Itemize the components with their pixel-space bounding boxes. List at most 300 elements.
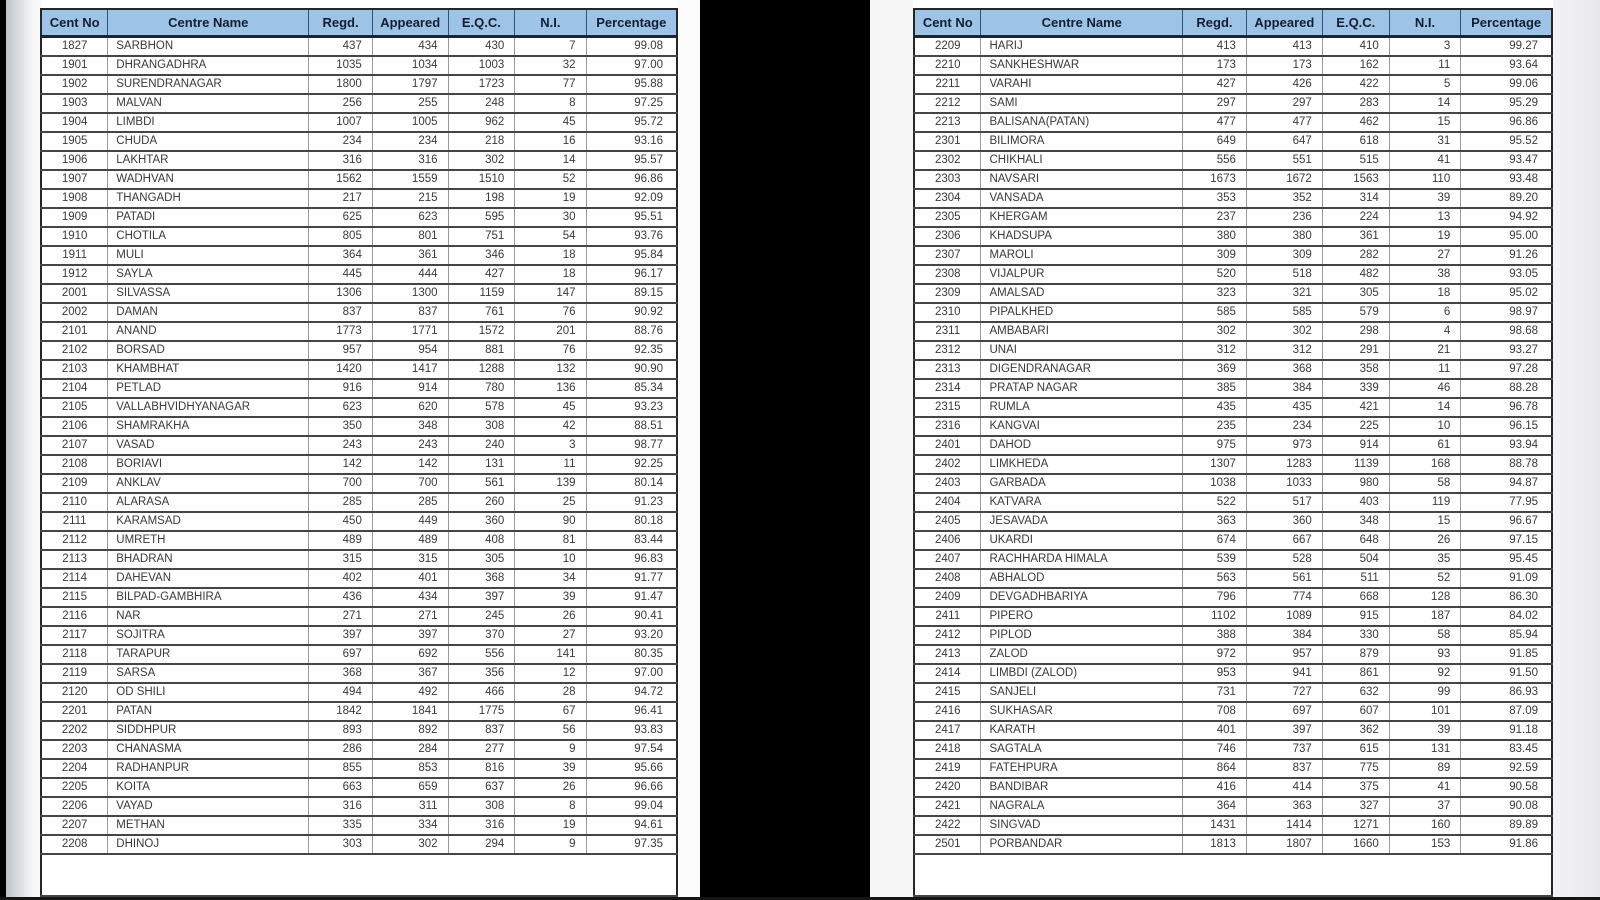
cell-percentage: 91.85: [1461, 645, 1552, 664]
cell-percentage: 95.88: [586, 75, 677, 94]
cell-appeared: 271: [372, 607, 448, 626]
cell-centre-name: DHINOJ: [108, 835, 309, 854]
cell-centre-name: VARAHI: [981, 75, 1183, 94]
column-header: E.Q.C.: [1322, 9, 1389, 37]
cell-cent-no: 2107: [41, 436, 108, 455]
cell-cent-no: 2211: [914, 75, 981, 94]
table-row: [41, 531, 677, 550]
cell-cent-no: 2306: [914, 227, 981, 246]
cell-eqc: 361: [1322, 227, 1389, 246]
table-row: [914, 265, 1552, 284]
cell-centre-name: METHAN: [108, 816, 309, 835]
cell-eqc: 632: [1322, 683, 1389, 702]
cell-centre-name: KARATH: [981, 721, 1183, 740]
cell-appeared: 517: [1246, 493, 1322, 512]
cell-appeared: 551: [1246, 151, 1322, 170]
cell-eqc: 408: [448, 531, 515, 550]
table-row: [41, 398, 677, 417]
cell-regd: 285: [309, 493, 373, 512]
table-row: [41, 740, 677, 759]
cell-regd: 435: [1183, 398, 1247, 417]
table-row: [914, 531, 1552, 550]
cell-regd: 855: [309, 759, 373, 778]
cell-centre-name: SIDDHPUR: [108, 721, 309, 740]
cell-percentage: 80.35: [586, 645, 677, 664]
cell-regd: 1773: [309, 322, 373, 341]
cell-percentage: 95.02: [1461, 284, 1552, 303]
cell-eqc: 761: [448, 303, 515, 322]
cell-percentage: 93.94: [1461, 436, 1552, 455]
cell-cent-no: 1908: [41, 189, 108, 208]
cell-regd: 271: [309, 607, 373, 626]
table-row: [41, 113, 677, 132]
cell-eqc: 245: [448, 607, 515, 626]
cell-centre-name: ABHALOD: [981, 569, 1183, 588]
cell-regd: 489: [309, 531, 373, 550]
cell-appeared: 914: [372, 379, 448, 398]
cell-cent-no: 2406: [914, 531, 981, 550]
cell-centre-name: PIPLOD: [981, 626, 1183, 645]
table-row: [41, 835, 677, 854]
cell-ni: 39: [1389, 189, 1460, 208]
cell-eqc: 368: [448, 569, 515, 588]
cell-centre-name: RACHHARDA HIMALA: [981, 550, 1183, 569]
cell-regd: 401: [1183, 721, 1247, 740]
cell-centre-name: SAYLA: [108, 265, 309, 284]
cell-centre-name: RUMLA: [981, 398, 1183, 417]
cell-cent-no: 1910: [41, 227, 108, 246]
cell-centre-name: BILPAD-GAMBHIRA: [108, 588, 309, 607]
cell-eqc: 668: [1322, 588, 1389, 607]
cell-eqc: 362: [1322, 721, 1389, 740]
results-table: [40, 8, 678, 897]
cell-percentage: 96.17: [586, 265, 677, 284]
cell-ni: 32: [515, 56, 586, 75]
cell-centre-name: VASAD: [108, 436, 309, 455]
cell-eqc: 462: [1322, 113, 1389, 132]
cell-ni: 168: [1389, 455, 1460, 474]
cell-centre-name: PETLAD: [108, 379, 309, 398]
cell-ni: 30: [515, 208, 586, 227]
cell-regd: 708: [1183, 702, 1247, 721]
cell-appeared: 234: [372, 132, 448, 151]
cell-appeared: 334: [372, 816, 448, 835]
page-margin-left: [6, 0, 42, 900]
cell-ni: 15: [1389, 512, 1460, 531]
table-row: [914, 360, 1552, 379]
cell-cent-no: 2209: [914, 37, 981, 57]
table-row: [914, 170, 1552, 189]
cell-appeared: 449: [372, 512, 448, 531]
cell-regd: 957: [309, 341, 373, 360]
cell-percentage: 89.20: [1461, 189, 1552, 208]
cell-regd: 380: [1183, 227, 1247, 246]
table-row: [41, 246, 677, 265]
column-header: Regd.: [1183, 9, 1247, 37]
cell-ni: 19: [515, 189, 586, 208]
cell-centre-name: BANDIBAR: [981, 778, 1183, 797]
cell-cent-no: 2112: [41, 531, 108, 550]
cell-regd: 217: [309, 189, 373, 208]
cell-centre-name: CHOTILA: [108, 227, 309, 246]
cell-regd: 520: [1183, 265, 1247, 284]
cell-percentage: 93.27: [1461, 341, 1552, 360]
cell-appeared: 727: [1246, 683, 1322, 702]
cell-ni: 27: [515, 626, 586, 645]
cell-percentage: 92.35: [586, 341, 677, 360]
cell-ni: 77: [515, 75, 586, 94]
cell-cent-no: 2119: [41, 664, 108, 683]
cell-percentage: 90.41: [586, 607, 677, 626]
cell-eqc: 751: [448, 227, 515, 246]
cell-centre-name: TARAPUR: [108, 645, 309, 664]
cell-ni: 201: [515, 322, 586, 341]
cell-eqc: 637: [448, 778, 515, 797]
cell-appeared: 1005: [372, 113, 448, 132]
cell-ni: 58: [1389, 626, 1460, 645]
cell-regd: 353: [1183, 189, 1247, 208]
table-row: [914, 626, 1552, 645]
cell-appeared: 1034: [372, 56, 448, 75]
cell-cent-no: 2109: [41, 474, 108, 493]
cell-appeared: 435: [1246, 398, 1322, 417]
cell-cent-no: 2411: [914, 607, 981, 626]
cell-cent-no: 2311: [914, 322, 981, 341]
cell-ni: 18: [1389, 284, 1460, 303]
cell-regd: 173: [1183, 56, 1247, 75]
cell-appeared: 321: [1246, 284, 1322, 303]
table-row: [914, 379, 1552, 398]
cell-regd: 234: [309, 132, 373, 151]
cell-cent-no: 2314: [914, 379, 981, 398]
cell-appeared: 1771: [372, 322, 448, 341]
cell-percentage: 88.76: [586, 322, 677, 341]
cell-regd: 837: [309, 303, 373, 322]
table-row: [41, 455, 677, 474]
cell-cent-no: 2301: [914, 132, 981, 151]
table-row: [914, 132, 1552, 151]
cell-centre-name: DAMAN: [108, 303, 309, 322]
cell-appeared: 397: [1246, 721, 1322, 740]
cell-cent-no: 2201: [41, 702, 108, 721]
cell-appeared: 302: [372, 835, 448, 854]
table-row: [41, 778, 677, 797]
cell-ni: 46: [1389, 379, 1460, 398]
cell-percentage: 95.57: [586, 151, 677, 170]
table-row: [41, 626, 677, 645]
cell-regd: 235: [1183, 417, 1247, 436]
cell-centre-name: WADHVAN: [108, 170, 309, 189]
table-row: [914, 37, 1552, 57]
cell-regd: 369: [1183, 360, 1247, 379]
table-row: [41, 284, 677, 303]
cell-ni: 45: [515, 113, 586, 132]
cell-percentage: 95.45: [1461, 550, 1552, 569]
cell-cent-no: 2312: [914, 341, 981, 360]
cell-eqc: 607: [1322, 702, 1389, 721]
cell-percentage: 89.89: [1461, 816, 1552, 835]
table-row: [914, 113, 1552, 132]
cell-ni: 10: [515, 550, 586, 569]
cell-eqc: 360: [448, 512, 515, 531]
column-header: Centre Name: [981, 9, 1183, 37]
cell-cent-no: 2408: [914, 569, 981, 588]
cell-cent-no: 2303: [914, 170, 981, 189]
cell-eqc: 914: [1322, 436, 1389, 455]
partial-empty-row: [41, 854, 677, 896]
cell-regd: 413: [1183, 37, 1247, 57]
cell-regd: 805: [309, 227, 373, 246]
cell-regd: 1007: [309, 113, 373, 132]
cell-regd: 623: [309, 398, 373, 417]
cell-cent-no: 2308: [914, 265, 981, 284]
cell-ni: 12: [515, 664, 586, 683]
cell-regd: 1035: [309, 56, 373, 75]
cell-centre-name: SANKHESHWAR: [981, 56, 1183, 75]
cell-percentage: 97.25: [586, 94, 677, 113]
table-row: [41, 759, 677, 778]
cell-eqc: 962: [448, 113, 515, 132]
cell-appeared: 492: [372, 683, 448, 702]
cell-cent-no: 2404: [914, 493, 981, 512]
cell-percentage: 93.83: [586, 721, 677, 740]
cell-cent-no: 2117: [41, 626, 108, 645]
cell-cent-no: 2304: [914, 189, 981, 208]
table-row: [41, 816, 677, 835]
cell-appeared: 1089: [1246, 607, 1322, 626]
table-row: [914, 284, 1552, 303]
table-row: [914, 322, 1552, 341]
cell-percentage: 88.51: [586, 417, 677, 436]
cell-cent-no: 2118: [41, 645, 108, 664]
cell-regd: 316: [309, 151, 373, 170]
cell-eqc: 224: [1322, 208, 1389, 227]
table-row: [41, 588, 677, 607]
cell-ni: 132: [515, 360, 586, 379]
cell-regd: 1813: [1183, 835, 1247, 854]
cell-eqc: 861: [1322, 664, 1389, 683]
cell-regd: 142: [309, 455, 373, 474]
cell-eqc: 314: [1322, 189, 1389, 208]
cell-eqc: 1723: [448, 75, 515, 94]
cell-ni: 37: [1389, 797, 1460, 816]
cell-centre-name: PORBANDAR: [981, 835, 1183, 854]
cell-cent-no: 1904: [41, 113, 108, 132]
cell-cent-no: 2205: [41, 778, 108, 797]
cell-appeared: 285: [372, 493, 448, 512]
cell-eqc: 291: [1322, 341, 1389, 360]
cell-regd: 316: [309, 797, 373, 816]
cell-centre-name: UKARDI: [981, 531, 1183, 550]
table-row: [41, 170, 677, 189]
cell-cent-no: 2316: [914, 417, 981, 436]
table-row: [914, 512, 1552, 531]
cell-eqc: 556: [448, 645, 515, 664]
cell-percentage: 91.09: [1461, 569, 1552, 588]
table-row: [914, 75, 1552, 94]
cell-appeared: 837: [1246, 759, 1322, 778]
cell-regd: 315: [309, 550, 373, 569]
cell-percentage: 93.16: [586, 132, 677, 151]
cell-cent-no: 1827: [41, 37, 108, 57]
table-row: [41, 132, 677, 151]
cell-centre-name: OD SHILI: [108, 683, 309, 702]
cell-ni: 76: [515, 303, 586, 322]
cell-appeared: 954: [372, 341, 448, 360]
cell-ni: 15: [1389, 113, 1460, 132]
centre-results-table-right-page: [913, 8, 1553, 900]
cell-percentage: 96.67: [1461, 512, 1552, 531]
cell-appeared: 973: [1246, 436, 1322, 455]
table-row: [41, 702, 677, 721]
table-row: [914, 303, 1552, 322]
table-row: [914, 797, 1552, 816]
cell-appeared: 1841: [372, 702, 448, 721]
cell-percentage: 91.47: [586, 588, 677, 607]
cell-appeared: 1300: [372, 284, 448, 303]
cell-regd: 1562: [309, 170, 373, 189]
table-row: [914, 417, 1552, 436]
cell-percentage: 94.72: [586, 683, 677, 702]
cell-eqc: 260: [448, 493, 515, 512]
cell-cent-no: 1901: [41, 56, 108, 75]
cell-eqc: 316: [448, 816, 515, 835]
table-row: [41, 474, 677, 493]
table-row: [914, 151, 1552, 170]
column-header: Centre Name: [108, 9, 309, 37]
cell-appeared: 360: [1246, 512, 1322, 531]
table-row: [41, 189, 677, 208]
cell-regd: 436: [309, 588, 373, 607]
cell-regd: 1038: [1183, 474, 1247, 493]
cell-percentage: 98.97: [1461, 303, 1552, 322]
cell-percentage: 86.93: [1461, 683, 1552, 702]
cell-cent-no: 2101: [41, 322, 108, 341]
cell-appeared: 401: [372, 569, 448, 588]
cell-appeared: 444: [372, 265, 448, 284]
cell-regd: 1842: [309, 702, 373, 721]
centre-results-table-left-page: [40, 8, 678, 900]
cell-cent-no: 1905: [41, 132, 108, 151]
cell-ni: 99: [1389, 683, 1460, 702]
cell-appeared: 243: [372, 436, 448, 455]
cell-eqc: 131: [448, 455, 515, 474]
cell-ni: 52: [515, 170, 586, 189]
cell-percentage: 94.61: [586, 816, 677, 835]
cell-appeared: 434: [372, 37, 448, 57]
cell-centre-name: LAKHTAR: [108, 151, 309, 170]
cell-centre-name: LIMKHEDA: [981, 455, 1183, 474]
cell-appeared: 1033: [1246, 474, 1322, 493]
table-row: [914, 664, 1552, 683]
table-row: [914, 683, 1552, 702]
cell-regd: 297: [1183, 94, 1247, 113]
cell-cent-no: 2111: [41, 512, 108, 531]
cell-cent-no: 2407: [914, 550, 981, 569]
cell-cent-no: 2110: [41, 493, 108, 512]
cell-ni: 67: [515, 702, 586, 721]
cell-eqc: 225: [1322, 417, 1389, 436]
cell-ni: 25: [515, 493, 586, 512]
table-row: [914, 474, 1552, 493]
cell-appeared: 561: [1246, 569, 1322, 588]
cell-regd: 368: [309, 664, 373, 683]
cell-percentage: 95.84: [586, 246, 677, 265]
cell-percentage: 95.29: [1461, 94, 1552, 113]
cell-regd: 556: [1183, 151, 1247, 170]
column-header: E.Q.C.: [448, 9, 515, 37]
table-row: [914, 759, 1552, 778]
cell-eqc: 410: [1322, 37, 1389, 57]
cell-percentage: 99.08: [586, 37, 677, 57]
cell-regd: 302: [1183, 322, 1247, 341]
cell-ni: 128: [1389, 588, 1460, 607]
cell-centre-name: ALARASA: [108, 493, 309, 512]
letterbox-center-divider: [700, 0, 870, 900]
cell-percentage: 92.59: [1461, 759, 1552, 778]
cell-percentage: 90.90: [586, 360, 677, 379]
cell-cent-no: 2213: [914, 113, 981, 132]
cell-cent-no: 2415: [914, 683, 981, 702]
cell-cent-no: 2313: [914, 360, 981, 379]
cell-ni: 89: [1389, 759, 1460, 778]
cell-percentage: 85.34: [586, 379, 677, 398]
cell-cent-no: 2315: [914, 398, 981, 417]
table-row: [914, 94, 1552, 113]
cell-appeared: 623: [372, 208, 448, 227]
table-header-row: [41, 9, 677, 37]
cell-cent-no: 2409: [914, 588, 981, 607]
cell-centre-name: DAHEVAN: [108, 569, 309, 588]
cell-cent-no: 1907: [41, 170, 108, 189]
cell-centre-name: LIMBDI (ZALOD): [981, 664, 1183, 683]
cell-ni: 41: [1389, 778, 1460, 797]
cell-eqc: 240: [448, 436, 515, 455]
cell-eqc: 1572: [448, 322, 515, 341]
cell-percentage: 96.78: [1461, 398, 1552, 417]
cell-percentage: 88.78: [1461, 455, 1552, 474]
cell-centre-name: SANJELI: [981, 683, 1183, 702]
cell-ni: 39: [1389, 721, 1460, 740]
cell-regd: 1673: [1183, 170, 1247, 189]
table-row: [41, 436, 677, 455]
table-row: [914, 778, 1552, 797]
cell-percentage: 88.28: [1461, 379, 1552, 398]
table-row: [41, 607, 677, 626]
cell-cent-no: 2106: [41, 417, 108, 436]
cell-ni: 3: [1389, 37, 1460, 57]
cell-centre-name: BORSAD: [108, 341, 309, 360]
cell-ni: 76: [515, 341, 586, 360]
cell-percentage: 86.30: [1461, 588, 1552, 607]
cell-appeared: 692: [372, 645, 448, 664]
cell-percentage: 99.04: [586, 797, 677, 816]
cell-appeared: 1672: [1246, 170, 1322, 189]
cell-ni: 18: [515, 265, 586, 284]
cell-centre-name: SAMI: [981, 94, 1183, 113]
column-header: Appeared: [1246, 9, 1322, 37]
cell-appeared: 316: [372, 151, 448, 170]
table-row: [914, 702, 1552, 721]
cell-eqc: 358: [1322, 360, 1389, 379]
table-row: [41, 550, 677, 569]
cell-cent-no: 2403: [914, 474, 981, 493]
cell-ni: 139: [515, 474, 586, 493]
cell-ni: 8: [515, 797, 586, 816]
cell-ni: 5: [1389, 75, 1460, 94]
cell-cent-no: 2120: [41, 683, 108, 702]
cell-regd: 494: [309, 683, 373, 702]
